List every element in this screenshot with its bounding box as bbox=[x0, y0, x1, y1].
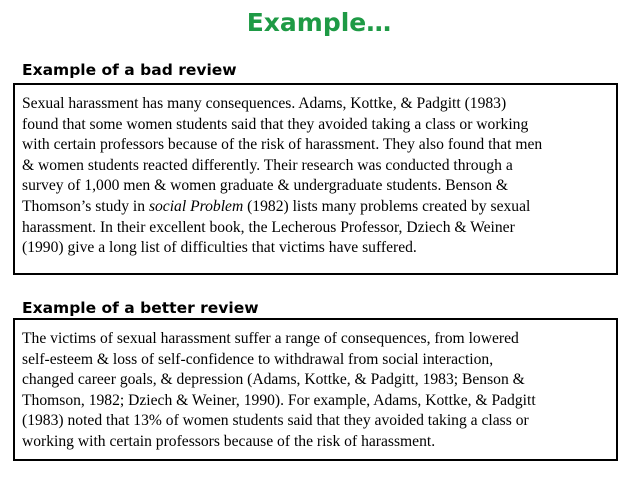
review-text-line bbox=[22, 115, 608, 136]
review-text-line bbox=[22, 432, 608, 453]
review-text-segment: working with certain professors because of the risk of harassment. bbox=[22, 432, 436, 450]
better-review-box bbox=[13, 318, 618, 461]
review-text-segment: with certain professors because of the risk of harassment. They also found that men bbox=[22, 136, 543, 154]
review-text-line bbox=[22, 391, 608, 412]
review-text-segment: (1983) noted that 13% of women students said that they avoided taking a class or bbox=[22, 412, 529, 430]
review-text-line bbox=[22, 197, 608, 218]
review-text-line bbox=[22, 411, 608, 432]
review-text-line bbox=[22, 370, 608, 391]
review-text-line bbox=[22, 329, 608, 350]
review-text-segment: self-esteem & loss of self-confidence to withdrawal from social interaction, bbox=[22, 350, 494, 368]
review-text-line bbox=[22, 238, 608, 259]
italic-journal-title: social Problem bbox=[148, 197, 244, 215]
review-text-segment: Thomson’s study in bbox=[22, 197, 149, 215]
review-text-line bbox=[22, 218, 608, 239]
review-text-segment: changed career goals, & depression (Adams, Kottke, & Padgitt, 1983; Benson & bbox=[22, 371, 525, 389]
review-text-segment: survey of 1,000 men & women graduate & undergraduate students. Benson & bbox=[22, 177, 509, 195]
review-text-segment: harassment. In their excellent book, the Lecherous Professor, Dziech & Weiner bbox=[22, 218, 515, 236]
review-text-line bbox=[22, 350, 608, 371]
review-text-segment: The victims of sexual harassment suffer a range of consequences, from lowered bbox=[22, 330, 519, 347]
review-text-line bbox=[22, 135, 608, 156]
review-text-line bbox=[22, 94, 608, 115]
better-review-heading: Example of a better review bbox=[22, 299, 259, 317]
slide-title: Example… bbox=[246, 8, 392, 37]
review-text-segment: & women students reacted differently. Their research was conducted through a bbox=[22, 156, 513, 174]
review-text-line bbox=[22, 176, 608, 197]
review-text-segment: found that some women students said that they avoided taking a class or working bbox=[22, 115, 529, 133]
review-text-line bbox=[22, 156, 608, 177]
bad-review-heading: Example of a bad review bbox=[22, 61, 237, 79]
review-text-segment: Sexual harassment has many consequences. Adams, Kottke, & Padgitt (1983) bbox=[22, 95, 507, 112]
review-text-segment: (1982) lists many problems created by sexual bbox=[243, 197, 531, 215]
bad-review-box bbox=[13, 83, 618, 275]
review-text-segment: (1990) give a long list of difficulties that victims have suffered. bbox=[22, 239, 417, 257]
review-text-segment: Thomson, 1982; Dziech & Weiner, 1990). For example, Adams, Kottke, & Padgitt bbox=[22, 391, 536, 409]
